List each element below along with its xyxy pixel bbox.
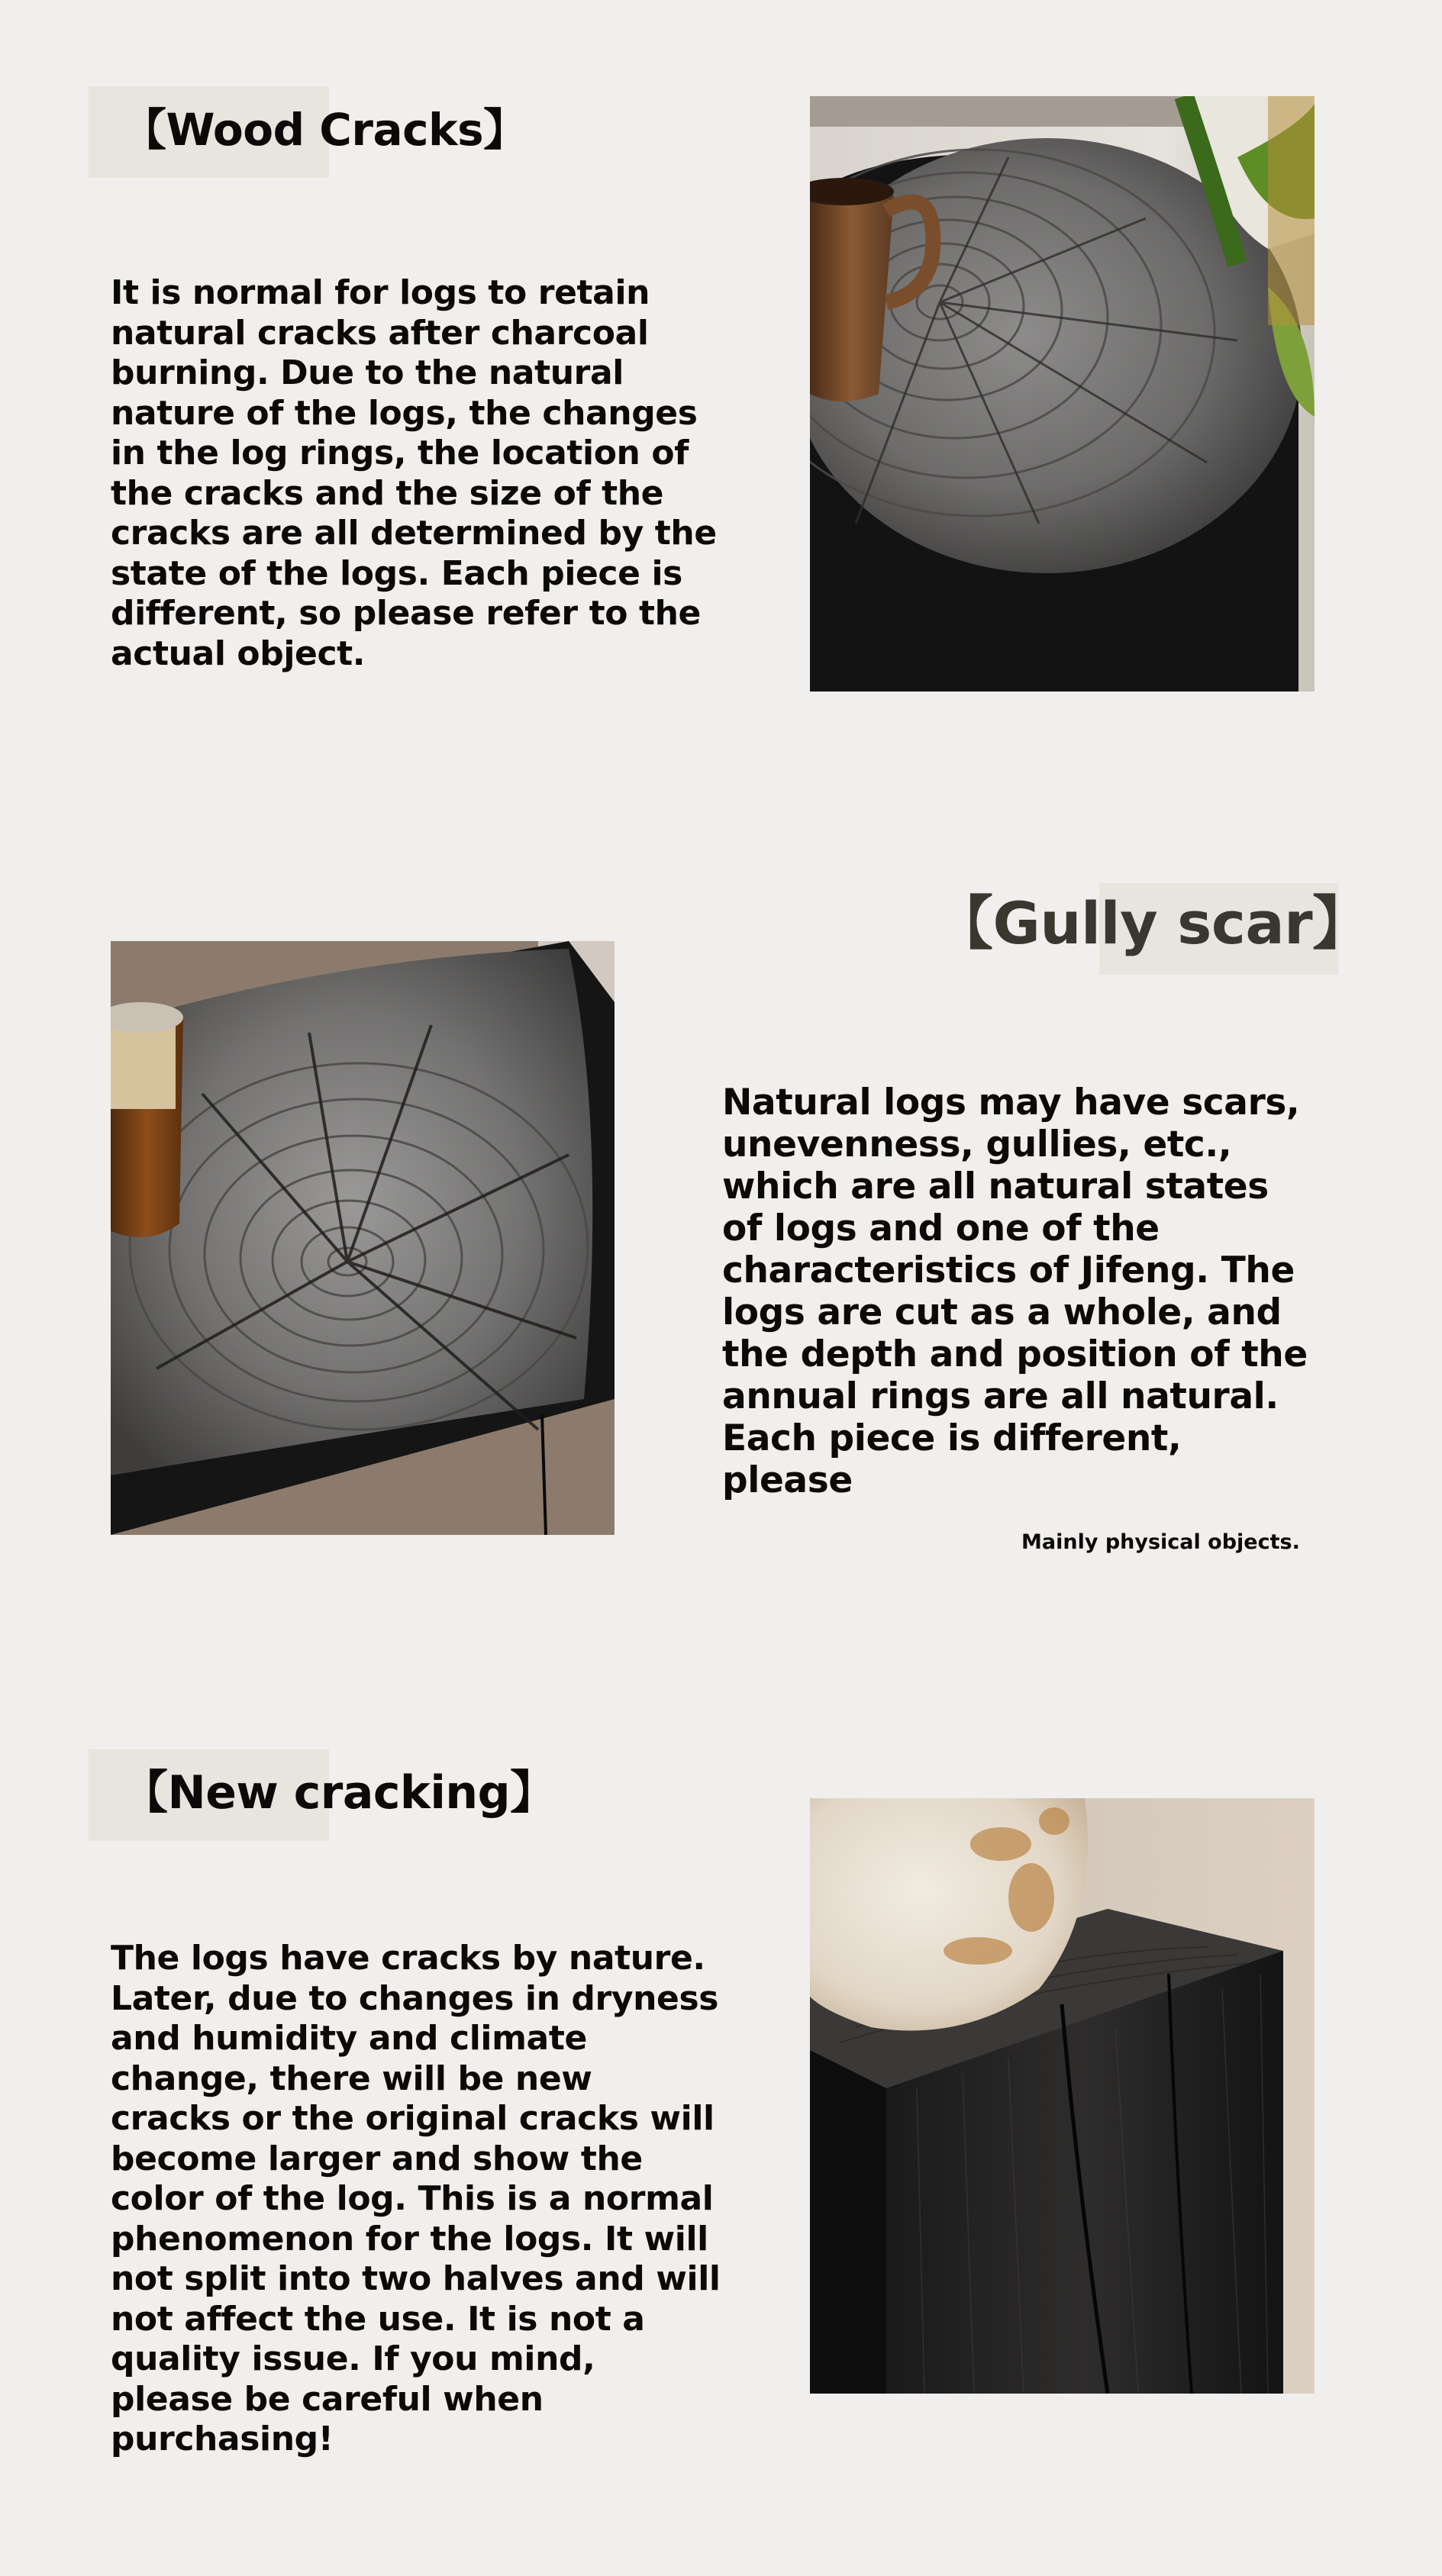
section-note: Mainly physical objects.	[1021, 1530, 1300, 1554]
log-top-with-jar-image	[111, 941, 615, 1535]
section-new-cracking	[0, 1679, 1442, 2557]
section-title: 【Wood Cracks】	[122, 104, 527, 156]
section-gully-scar	[0, 840, 1442, 1641]
section-body-text: Natural logs may have scars, unevenness, gullies, etc., which are all natural states of logs and one of the characteristics of Jifeng. The logs are cut as a whole, and the depth and position of the annual rings are all natural. Each piece is different, please	[722, 1082, 1308, 1501]
section-wood-cracks	[0, 0, 1442, 763]
section-title: 【New cracking】	[122, 1766, 556, 1820]
log-block-with-vase-image	[810, 1798, 1315, 2394]
product-photo	[111, 941, 615, 1535]
section-body-text: The logs have cracks by nature. Later, due to changes in dryness and humidity and climate change, there will be new cracks or the original cracks will become larger and show the color of the log. This is a normal phenomenon for the logs. It will not split into two halves and will not affect the use. It is not a quality issue. If you mind, please be careful when purchasing!	[111, 1939, 721, 2458]
log-stool-with-cup-image	[810, 96, 1315, 692]
product-photo	[810, 96, 1315, 692]
product-photo	[810, 1798, 1315, 2394]
section-body-text: It is normal for logs to retain natural cracks after charcoal burning. Due to the natural nature of the logs, the changes in the log rings, the location of the cracks and the size of the cracks are all determined by the state of the logs. Each piece is different, so please refer to the actual object.	[111, 273, 717, 673]
section-title: 【Gully scar】	[935, 889, 1370, 957]
